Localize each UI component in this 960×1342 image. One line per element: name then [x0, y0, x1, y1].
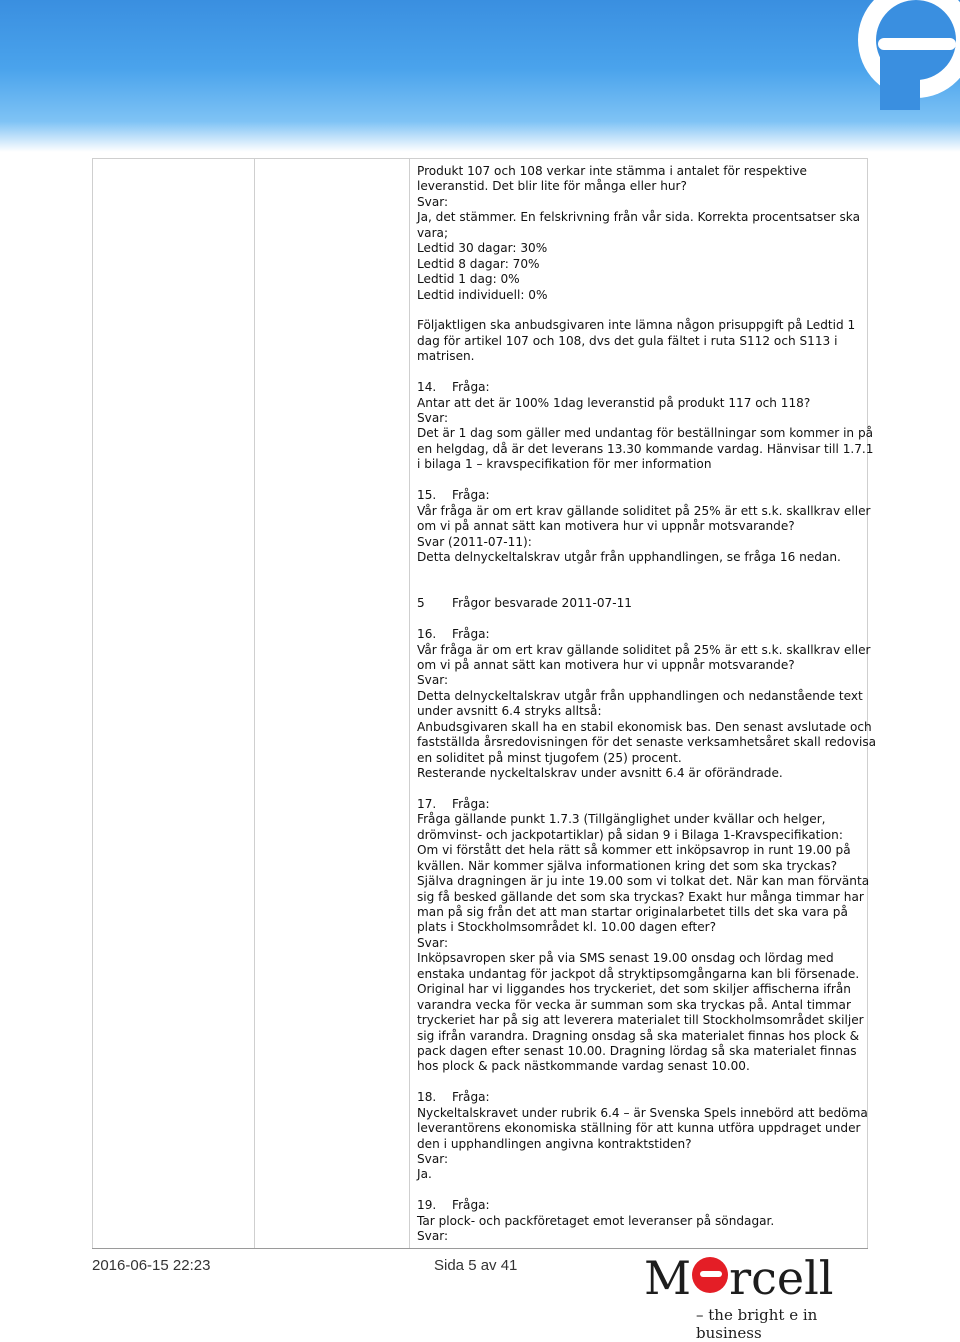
- brand-name-left: M: [644, 1251, 692, 1305]
- text-line: [417, 411, 877, 426]
- document-body: [417, 164, 877, 1245]
- text-line: [417, 457, 877, 472]
- text-line: [417, 210, 877, 225]
- text-line: [417, 1121, 877, 1136]
- line-text: Svar (2011-07-11):: [417, 534, 532, 549]
- line-text: Fråga gällande punkt 1.7.3 (Tillgänglighet under kvällar och helger,: [417, 812, 826, 827]
- table-column-divider-2: [254, 158, 255, 1248]
- text-line: [417, 843, 877, 858]
- line-text: Fråga:: [452, 488, 490, 503]
- table-column-divider-1: [92, 158, 93, 1248]
- page-footer: [0, 1248, 960, 1342]
- line-text: Fråga:: [452, 1198, 490, 1213]
- line-text: Antar att det är 100% 1dag leveranstid på produkt 117 och 118?: [417, 395, 811, 410]
- line-text: man på sig från det att man startar originalarbetet tills det ska vara på: [417, 905, 848, 919]
- paragraph-gap: [417, 1075, 877, 1090]
- line-text: Det är 1 dag som gäller med undantag för beställningar som kommer in på: [417, 426, 874, 441]
- brand-wordmark: [644, 1251, 834, 1305]
- text-line: [417, 426, 877, 441]
- line-text: Nyckeltalskravet under rubrik 6.4 – är Svenska Spels innebörd att bedöma: [417, 1105, 868, 1120]
- text-line: [417, 689, 877, 704]
- text-line: [417, 720, 877, 735]
- text-line: [417, 658, 877, 673]
- text-line: [417, 643, 877, 658]
- text-line: [417, 859, 877, 874]
- line-text: Fråga:: [452, 796, 490, 811]
- text-line: [417, 998, 877, 1013]
- line-text: Om vi förstått det hela rätt så kommer ett inköpsavrop in runt 19.00 på: [417, 843, 851, 858]
- text-line: [417, 1029, 877, 1044]
- text-line: [417, 673, 877, 688]
- line-text: Ledtid 8 dagar: 70%: [417, 256, 540, 271]
- line-text: leverantörens ekonomiska ställning för att kunna utföra uppdraget under: [417, 1121, 861, 1136]
- question-number: 14.: [417, 380, 437, 395]
- line-text: Detta delnyckeltalskrav utgår från upphandlingen och nedanstående text: [417, 688, 863, 703]
- line-text: Fråga:: [452, 380, 490, 395]
- text-line: [417, 828, 877, 843]
- text-line: [417, 550, 877, 565]
- text-line: [417, 288, 877, 303]
- text-line: [417, 982, 877, 997]
- line-text: Frågor besvarade 2011-07-11: [452, 596, 632, 611]
- line-text: Original har vi liggandes hos tryckeriet, det som skiljer affischerna ifrån: [417, 982, 851, 997]
- text-line: [417, 535, 877, 550]
- text-line: [417, 1229, 877, 1244]
- paragraph-gap: [417, 581, 877, 596]
- text-line: [417, 272, 877, 287]
- line-text: matrisen.: [417, 349, 475, 364]
- line-text: drömvinst- och jackpotartiklar) på sidan 9 i Bilaga 1-Kravspecifikation:: [417, 827, 843, 842]
- question-number: 19.: [417, 1198, 437, 1213]
- line-text: Vår fråga är om ert krav gällande soliditet på 25% är ett s.k. skallkrav eller: [417, 642, 871, 657]
- text-line: [417, 1044, 877, 1059]
- line-text: tryckeriet har på sig att leverera materialet till Stockholmsområdet skiljer: [417, 1013, 864, 1028]
- line-text: plats i Stockholmsområdet kl. 10.00 dagen efter?: [417, 920, 717, 935]
- brand-logo: [640, 1251, 870, 1342]
- line-text: Detta delnyckeltalskrav utgår från upphandlingen, se fråga 16 nedan.: [417, 549, 841, 564]
- line-text: den i upphandlingen angivna kontraktstiden?: [417, 1136, 692, 1151]
- table-top-border: [92, 158, 868, 159]
- line-text: pack dagen efter senast 10.00. Dragning lördag så ska materialet finnas: [417, 1043, 857, 1058]
- line-text: Fråga:: [452, 627, 490, 642]
- question-heading: [417, 797, 877, 812]
- footer-date: 2016-06-15 22:23: [92, 1257, 211, 1274]
- text-line: [417, 164, 877, 179]
- text-line: [417, 1214, 877, 1229]
- paragraph-gap: [417, 612, 877, 627]
- line-text: Svar:: [417, 673, 449, 688]
- question-number: 15.: [417, 488, 437, 503]
- line-text: Svar:: [417, 935, 449, 950]
- paragraph-gap: [417, 303, 877, 318]
- line-text: en helgdag, då är det leverans 13.30 kommande vardag. Hänvisar till 1.7.1: [417, 441, 874, 456]
- text-line: [417, 1059, 877, 1074]
- paragraph-gap: [417, 565, 877, 580]
- text-line: [417, 905, 877, 920]
- text-line: [417, 735, 877, 750]
- text-line: [417, 1106, 877, 1121]
- text-line: [417, 1152, 877, 1167]
- footer-rule: [92, 1248, 868, 1249]
- paragraph-gap: [417, 473, 877, 488]
- paragraph-gap: [417, 365, 877, 380]
- line-text: enstaka undantag för jackpot då stryktipsomgångarna kan bli försenade.: [417, 966, 860, 981]
- text-line: [417, 766, 877, 781]
- line-text: Ja, det stämmer. En felskrivning från vår sida. Korrekta procentsatser ska: [417, 210, 860, 225]
- line-text: Svar:: [417, 411, 449, 425]
- line-text: Resterande nyckeltalskrav under avsnitt 6.4 är oförändrade.: [417, 766, 783, 781]
- text-line: [417, 936, 877, 951]
- text-line: [417, 226, 877, 241]
- header-band: [0, 0, 960, 152]
- text-line: [417, 751, 877, 766]
- paragraph-gap: [417, 782, 877, 797]
- line-text: hos plock & pack nästkommande vardag senast 10.00.: [417, 1059, 750, 1074]
- line-text: Inköpsavropen sker på via SMS senast 19.00 onsdag och lördag med: [417, 951, 834, 966]
- line-text: Vår fråga är om ert krav gällande soliditet på 25% är ett s.k. skallkrav eller: [417, 503, 871, 518]
- text-line: [417, 318, 877, 333]
- question-heading: [417, 488, 877, 503]
- text-line: [417, 812, 877, 827]
- line-text: Anbudsgivaren skall ha en stabil ekonomisk bas. Den senast avslutade och: [417, 719, 872, 734]
- line-text: om vi på annat sätt kan motivera hur vi uppnår motsvarande?: [417, 658, 795, 672]
- text-line: [417, 504, 877, 519]
- question-heading: [417, 1090, 877, 1105]
- text-line: [417, 349, 877, 364]
- line-text: Svar:: [417, 194, 449, 209]
- brand-e-icon: [692, 1257, 728, 1293]
- line-text: Ledtid 1 dag: 0%: [417, 272, 520, 287]
- table-column-divider-3: [409, 158, 410, 1248]
- text-line: [417, 1013, 877, 1028]
- line-text: en soliditet på minst tjugofem (25) procent.: [417, 750, 682, 765]
- line-text: varandra vecka för vecka är summan som ska tryckas på. Antal timmar: [417, 997, 851, 1012]
- line-text: Ja.: [417, 1167, 432, 1182]
- text-line: [417, 396, 877, 411]
- line-text: Produkt 107 och 108 verkar inte stämma i antalet för respektive: [417, 164, 807, 178]
- footer-page-number: Sida 5 av 41: [434, 1257, 518, 1274]
- line-text: vara;: [417, 225, 449, 240]
- line-text: sig få besked gällande det som ska tryckas? Exakt hur många timmar har: [417, 889, 864, 904]
- line-text: om vi på annat sätt kan motivera hur vi uppnår motsvarande?: [417, 519, 795, 534]
- text-line: [417, 519, 877, 534]
- text-line: [417, 920, 877, 935]
- question-number: 18.: [417, 1090, 437, 1105]
- text-line: [417, 1167, 877, 1182]
- text-line: [417, 241, 877, 256]
- brand-tagline: – the bright e in business: [696, 1306, 818, 1342]
- question-heading: [417, 380, 877, 395]
- line-text: kvällen. När kommer själva informationen kring det som ska tryckas?: [417, 858, 838, 873]
- text-line: [417, 334, 877, 349]
- line-text: Tar plock- och packföretaget emot leveranser på söndagar.: [417, 1213, 775, 1228]
- text-line: [417, 874, 877, 889]
- question-number: 17.: [417, 796, 437, 811]
- text-line: [417, 951, 877, 966]
- line-text: leveranstid. Det blir lite för många eller hur?: [417, 179, 687, 194]
- text-line: [417, 890, 877, 905]
- question-heading: [417, 596, 877, 611]
- line-text: Ledtid 30 dagar: 30%: [417, 241, 548, 256]
- text-line: [417, 442, 877, 457]
- text-line: [417, 704, 877, 719]
- line-text: dag för artikel 107 och 108, dvs det gula fältet i ruta S112 och S113 i: [417, 333, 838, 348]
- line-text: Svar:: [417, 1229, 449, 1244]
- question-heading: [417, 627, 877, 642]
- text-line: [417, 967, 877, 982]
- line-text: Följaktligen ska anbudsgivaren inte lämna någon prisuppgift på Ledtid 1: [417, 318, 856, 333]
- line-text: under avsnitt 6.4 stryks alltså:: [417, 704, 602, 719]
- line-text: Ledtid individuell: 0%: [417, 287, 548, 302]
- line-text: Fråga:: [452, 1090, 490, 1105]
- text-line: [417, 257, 877, 272]
- text-line: [417, 179, 877, 194]
- brand-name-right: rcell: [729, 1251, 834, 1305]
- paragraph-gap: [417, 1183, 877, 1198]
- question-heading: [417, 1198, 877, 1213]
- line-text: i bilaga 1 – kravspecifikation för mer information: [417, 457, 712, 472]
- text-line: [417, 195, 877, 210]
- logo-e-icon: [820, 0, 960, 110]
- line-text: sig ifrån varandra. Dragning onsdag så ska materialet finnas hos plock &: [417, 1028, 860, 1043]
- line-text: Svar:: [417, 1152, 449, 1166]
- question-number: 16.: [417, 627, 437, 642]
- line-text: fastställda årsredovisningen för det senaste verksamhetsåret skall redovisa: [417, 735, 877, 750]
- text-line: [417, 1137, 877, 1152]
- question-number: 5: [417, 596, 425, 611]
- line-text: Själva dragningen är ju inte 19.00 som vi tolkat det. När kan man förvänta: [417, 874, 870, 889]
